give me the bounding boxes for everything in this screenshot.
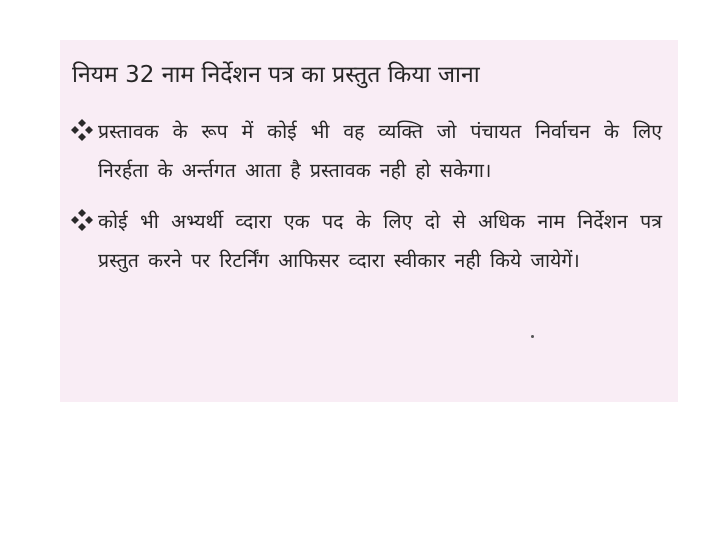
list-item (70, 202, 662, 280)
scanned-document (60, 40, 678, 402)
stray-mark (531, 335, 534, 338)
bullet-text: कोई भी अभ्यर्थी व्दारा एक पद के लिए दो से अधिक नाम निर्देशन पत्र प्रस्तुत करने पर रिटर्निंग आफिसर व्दारा स्वीकार नही किये जायेगें। (98, 210, 662, 272)
four-diamond-bullet-icon (70, 208, 94, 232)
four-diamond-bullet-icon (70, 118, 94, 142)
rule-title: नियम 32 नाम निर्देशन पत्र का प्रस्तुत किया जाना (72, 62, 480, 88)
list-item (70, 112, 662, 190)
bullet-text: प्रस्तावक के रूप में कोई भी वह व्यक्ति जो पंचायत निर्वाचन के लिए निरर्हता के अर्न्तगत आता है प्रस्तावक नही हो सकेगा। (98, 120, 662, 182)
